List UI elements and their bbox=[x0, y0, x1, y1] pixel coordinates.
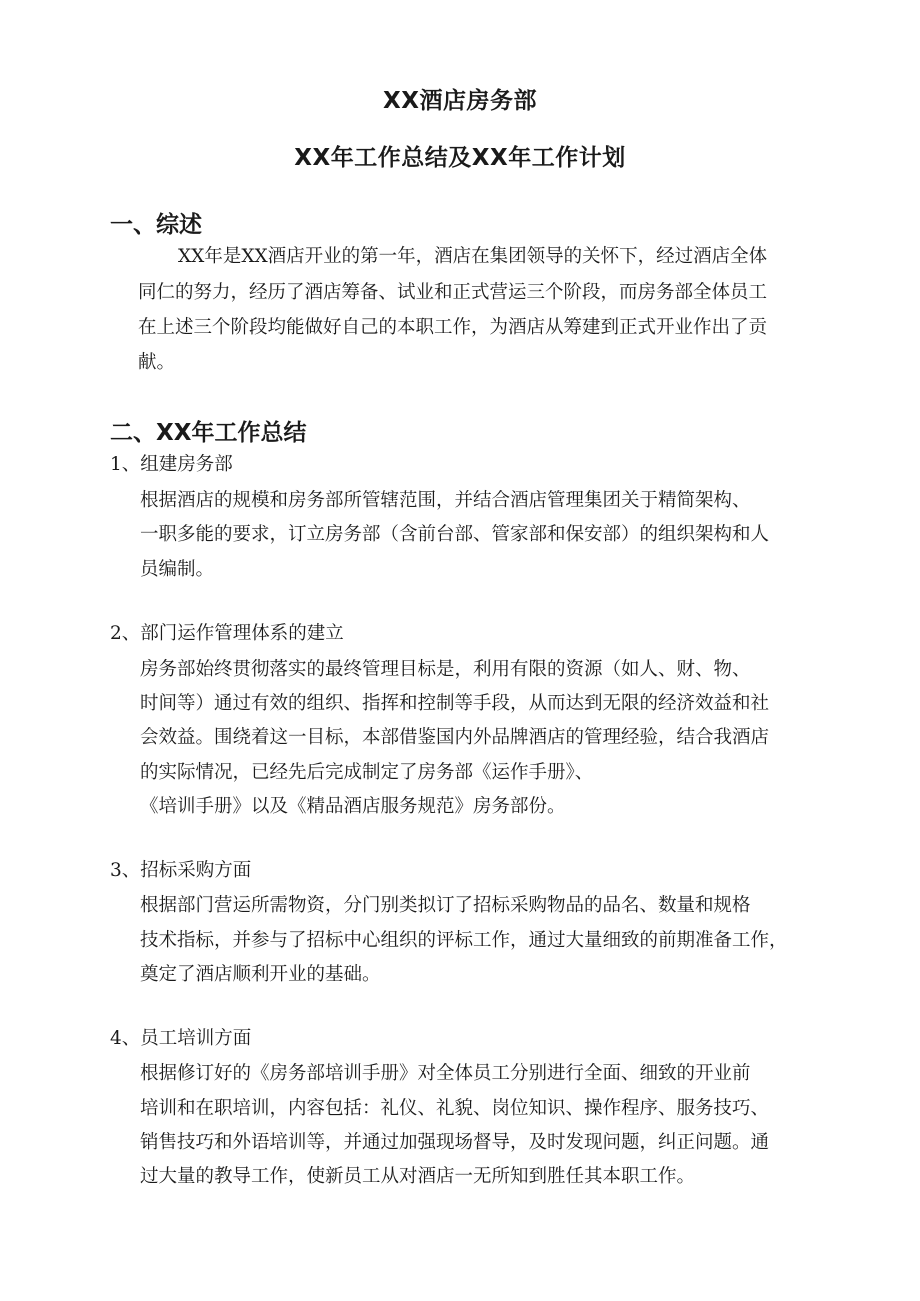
paragraph-line: XX年是XX酒店开业的第一年，酒店在集团领导的关怀下，经过酒店全体 bbox=[178, 246, 768, 267]
item-title: 1、组建房务部 bbox=[110, 454, 233, 475]
paragraph-line: 《培训手册》以及《精品酒店服务规范》房务部份。 bbox=[140, 796, 566, 817]
paragraph-line: 根据部门营运所需物资，分门别类拟订了招标采购物品的品名、数量和规格 bbox=[140, 895, 751, 916]
paragraph-line: 献。 bbox=[138, 352, 176, 373]
paragraph-line: 根据酒店的规模和房务部所管辖范围，并结合酒店管理集团关于精简架构、 bbox=[140, 490, 751, 511]
paragraph-line: 过大量的教导工作，使新员工从对酒店一无所知到胜任其本职工作。 bbox=[140, 1166, 696, 1187]
paragraph-line: 一职多能的要求，订立房务部（含前台部、管家部和保安部）的组织架构和人 bbox=[140, 524, 770, 545]
item-title: 2、部门运作管理体系的建立 bbox=[110, 623, 344, 644]
paragraph-line: 房务部始终贯彻落实的最终管理目标是，利用有限的资源（如人、财、物、 bbox=[140, 659, 751, 680]
section-heading-summary: 二、XX年工作总结 bbox=[110, 420, 307, 446]
item-title: 4、员工培训方面 bbox=[110, 1028, 252, 1049]
paragraph-line: 奠定了酒店顺利开业的基础。 bbox=[140, 964, 381, 985]
paragraph-line: 培训和在职培训，内容包括：礼仪、礼貌、岗位知识、操作程序、服务技巧、 bbox=[140, 1098, 770, 1119]
paragraph-line: 时间等）通过有效的组织、指挥和控制等手段，从而达到无限的经济效益和社 bbox=[140, 693, 770, 714]
paragraph-line: 根据修订好的《房务部培训手册》对全体员工分别进行全面、细致的开业前 bbox=[140, 1063, 751, 1084]
paragraph-line: 同仁的努力，经历了酒店筹备、试业和正式营运三个阶段，而房务部全体员工 bbox=[138, 282, 768, 303]
document-title: XX酒店房务部 bbox=[383, 88, 537, 114]
paragraph-line: 员编制。 bbox=[140, 559, 215, 580]
section-heading-overview: 一、综述 bbox=[110, 212, 202, 238]
document-subtitle: XX年工作总结及XX年工作计划 bbox=[294, 145, 626, 171]
paragraph-line: 技术指标，并参与了招标中心组织的评标工作，通过大量细致的前期准备工作， bbox=[140, 930, 788, 951]
paragraph-line: 在上述三个阶段均能做好自己的本职工作，为酒店从筹建到正式开业作出了贡 bbox=[138, 317, 768, 338]
item-title: 3、招标采购方面 bbox=[110, 860, 252, 881]
paragraph-line: 销售技巧和外语培训等，并通过加强现场督导，及时发现问题，纠正问题。通 bbox=[140, 1132, 770, 1153]
paragraph-line: 的实际情况，已经先后完成制定了房务部《运作手册》、 bbox=[140, 762, 594, 783]
paragraph-line: 会效益。围绕着这一目标，本部借鉴国内外品牌酒店的管理经验，结合我酒店 bbox=[140, 727, 770, 748]
